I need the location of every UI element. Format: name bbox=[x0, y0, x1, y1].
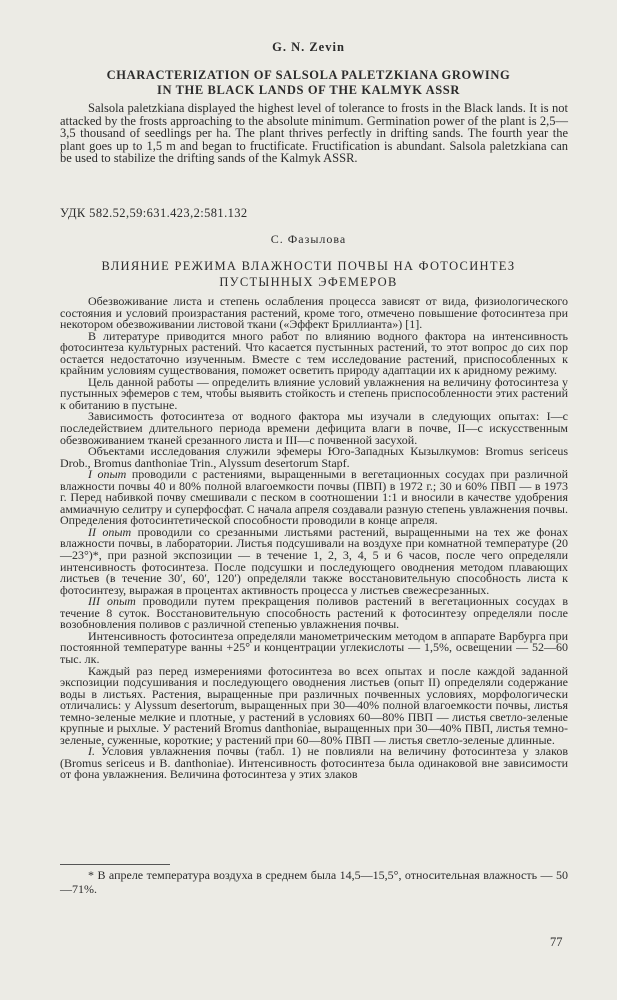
title-en-line1: CHARACTERIZATION OF SALSOLA PALETZKIANA GROWING bbox=[106, 68, 511, 82]
footnote-divider bbox=[60, 864, 170, 865]
title-en-line2: IN THE BLACK LANDS OF THE KALMYK ASSR bbox=[157, 83, 460, 97]
paragraph-7-text: проводили со срезанными листьями растений, выращенными на тех же фонах влажности почвы, в лаборатории. Листья подсушивали на воздухе при комнатной температуре (20—23°)*, при разной экспозиции — в течение 1, 2, 3, 4, 5 и 6 часов, после чего определяли интенсивность фотосинтеза. После подсушки и последующего оводнения методом плавающих листьев (в течение 30′, 60′, 120′) определяли также восстановительную способность листа к фотосинтезу, выражая в процентах активность процесса у листьев свежесрезанных. bbox=[60, 524, 568, 597]
paragraph-4: Зависимость фотосинтеза от водного фактора мы изучали в следующих опытах: I—с последействием длительного периода времени дефицита влаги в почве, II—с искусственным обезвоживанием тканей срезанного листа и III—с почвенной засухой. bbox=[60, 409, 568, 447]
paragraph-9: Интенсивность фотосинтеза определяли манометрическим методом в аппарате Варбурга при постоянной температуре ванны +25° и концентрации углекислоты — 1,5%, освещении — 52—60 тыс. лк. bbox=[60, 628, 568, 666]
udk-code: УДК 582.52,59:631.423,2:581.132 bbox=[60, 206, 248, 220]
paragraph-1: Обезвоживание листа и степень ослабления процесса зависят от вида, физиологического состояния и условий произрастания растений, кроме того, отмечено повышение фотосинтеза при некотором обезвоживании листовой ткани («Эффект Бриллианта») [1]. bbox=[60, 294, 568, 332]
experiment-2-label: II опыт bbox=[88, 524, 132, 539]
paragraph-6-text: проводили с растениями, выращенными в вегетационных сосудах при различной влажности почвы 40 и 80% полной влагоемкости почвы (ПВП) в 1972 г.; 30 и 60% ПВП — в 1973 г. Перед набивкой почву смешивали с песком в соотношении 1:1 и вносили в качестве удобрения аммиачную селитру и суперфосфат. С начала апреля создавали разную степень увлажнения почвы. Определения фотосинтетической способности проводили в конце апреля. bbox=[60, 467, 568, 528]
paragraph-6 bbox=[60, 469, 568, 527]
article-body bbox=[60, 296, 568, 781]
experiment-1-label: I опыт bbox=[88, 467, 127, 482]
abstract-en bbox=[60, 102, 568, 165]
title-en bbox=[0, 68, 617, 98]
paragraph-2: В литературе приводится много работ по влиянию водного фактора на интенсивность фотосинтеза культурных растений. Что касается пустынных растений, то этот вопрос до сих пор остается недостаточно изученным. Вместе с тем исследование растений, приспособленных к крайним условиям существования, поможет осветить природу адаптации их к аридному режиму. bbox=[60, 328, 568, 378]
paragraph-11-text: Условия увлажнения почвы (табл. 1) не повлияли на величину фотосинтеза у злаков (Bromus sericeus и B. danthoniae). Интенсивность фотосинтеза была одинаковой вне зависимости от фона увлажнения. Величина фотосинтеза у этих злаков bbox=[60, 744, 568, 782]
paragraph-8 bbox=[60, 596, 568, 631]
result-1-label: I. bbox=[88, 744, 95, 759]
page-number: 77 bbox=[550, 935, 563, 949]
paragraph-10: Каждый раз перед измерениями фотосинтеза во всех опытах и после каждой заданной экспозиции подсушивания и последующего оводнения листьев (опыт II) определяли содержание воды в листьях. Растения, выращенные при различных почвенных условиях, морфологически отличались: у Alyssum desertorum, выращенных при 30—40% полной влагоемкости почвы, листья темно-зеленые мелкие и плотные, у растений в условиях 60—80% ПВП — листья светло-зеленые крупные и рыхлые. У растений Bromus danthoniae, выращенных при 30—40% ПВП, листья темно-зеленые, суженные, короткие; у растений при 60—80% ПВП — листья светло-зеленые длинные. bbox=[60, 663, 568, 747]
abstract-en-text: Salsola paletzkiana displayed the highest level of tolerance to frosts in the Black lands. It is not attacked by the frosts approaching to the absolute minimum. Germination power of the plant is 2,5—3,5 thousand of seedlings per ha. The plant thrives perfectly in drifting sands. The fourth year the plant goes up to 1,5 m and began to fructificate. Fructification is abundant. Salsola paletzkiana can be used to stabilize the drifting sands of the Kalmyk ASSR. bbox=[60, 101, 568, 166]
paragraph-3: Цель данной работы — определить влияние условий увлажнения на величину фотосинтеза у пустынных эфемеров с тем, чтобы выявить стойкость и степень приспособленности этих растений к обитанию в пустыне. bbox=[60, 374, 568, 412]
title-ru-line1: ВЛИЯНИЕ РЕЖИМА ВЛАЖНОСТИ ПОЧВЫ НА ФОТОСИНТЕЗ bbox=[101, 259, 516, 273]
title-ru-line2: ПУСТЫННЫХ ЭФЕМЕРОВ bbox=[219, 275, 398, 289]
paragraph-7 bbox=[60, 524, 568, 597]
title-ru bbox=[0, 258, 617, 290]
author-ru: С. Фазылова bbox=[270, 232, 347, 246]
experiment-3-label: III опыт bbox=[88, 594, 136, 609]
paragraph-11 bbox=[60, 746, 568, 781]
footnote: * В апреле температура воздуха в среднем была 14,5—15,5°, относительная влажность — 50—71%. bbox=[60, 868, 568, 896]
paragraph-8-text: проводили путем прекращения поливов растений в вегетационных сосудах в течение 8 суток. Восстановительную способность растений к фотосинтезу определяли после возобновления поливов с различной степенью увлажнения почвы. bbox=[60, 594, 568, 632]
paragraph-5: Объектами исследования служили эфемеры Юго-Западных Кызылкумов: Bromus sericeus Drob., Bromus danthoniae Trin., Alyssum desertorum Stapf. bbox=[60, 444, 568, 470]
author-en: G. N. Zevin bbox=[272, 40, 345, 54]
